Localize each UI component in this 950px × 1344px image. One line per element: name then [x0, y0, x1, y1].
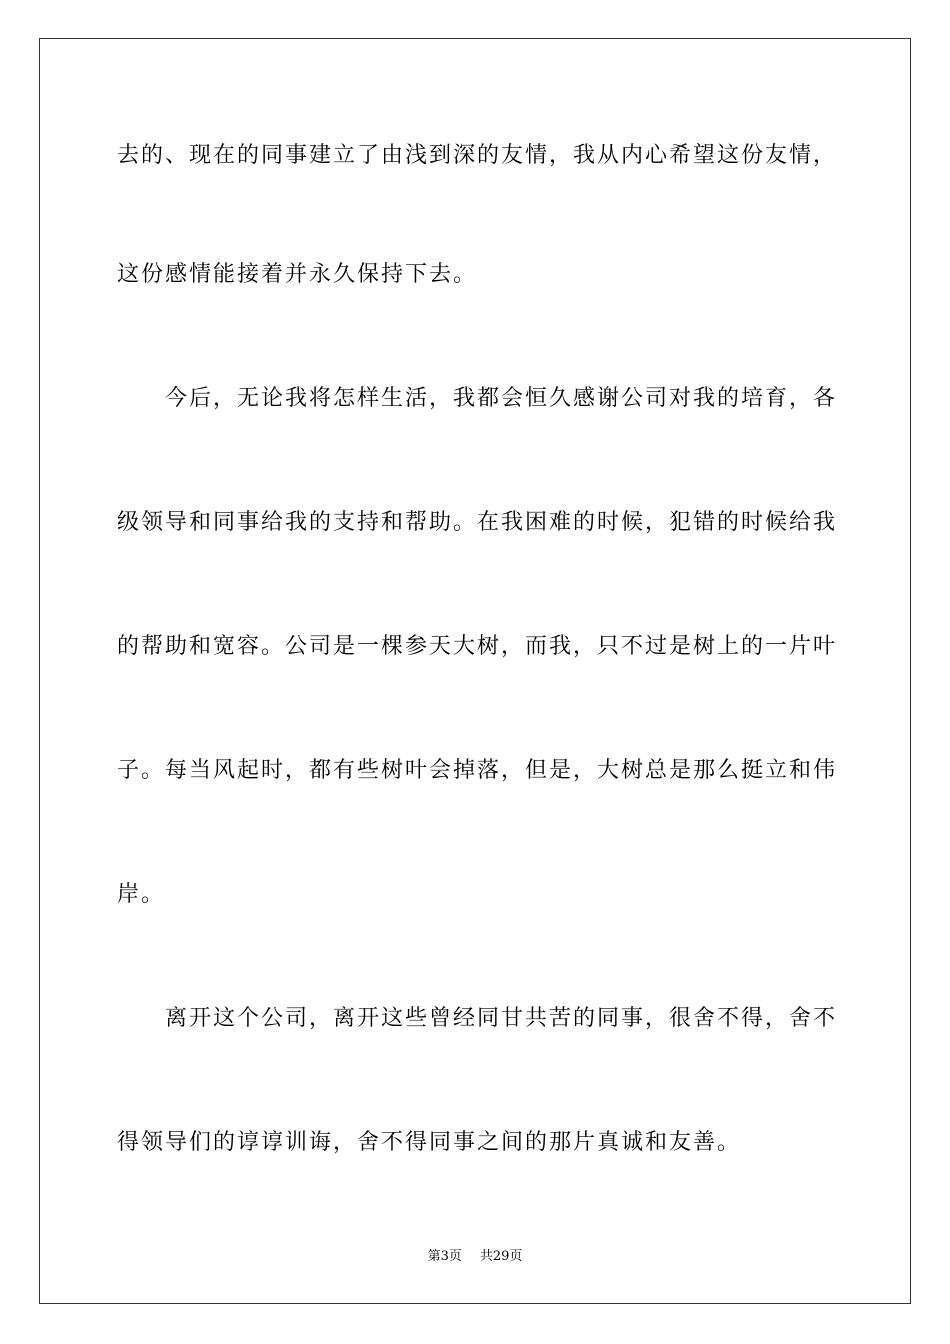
page-number: 第3页: [427, 1249, 462, 1264]
text-line-8: 离开这个公司，离开这些曾经同甘共苦的同事，很舍不得，舍不: [165, 1006, 838, 1031]
text-line-9: 得领导们的谆谆训诲，舍不得同事之间的那片真诚和友善。: [117, 1130, 742, 1155]
text-line-1: 去的、现在的同事建立了由浅到深的友情，我从内心希望这份友情，: [117, 143, 838, 168]
page-footer: [0, 1248, 950, 1266]
text-line-5: 的帮助和宽容。公司是一棵参天大树，而我，只不过是树上的一片叶: [117, 634, 838, 659]
text-line-3: 今后，无论我将怎样生活，我都会恒久感谢公司对我的培育，各: [165, 386, 838, 411]
page-total: 共29页: [479, 1249, 523, 1264]
text-line-4: 级领导和同事给我的支持和帮助。在我困难的时候，犯错的时候给我: [117, 510, 838, 535]
text-line-6: 子。每当风起时，都有些树叶会掉落，但是，大树总是那么挺立和伟: [117, 758, 838, 783]
text-line-2: 这份感情能接着并永久保持下去。: [117, 262, 478, 287]
text-line-7: 岸。: [117, 882, 166, 907]
page-frame: [39, 38, 911, 1304]
